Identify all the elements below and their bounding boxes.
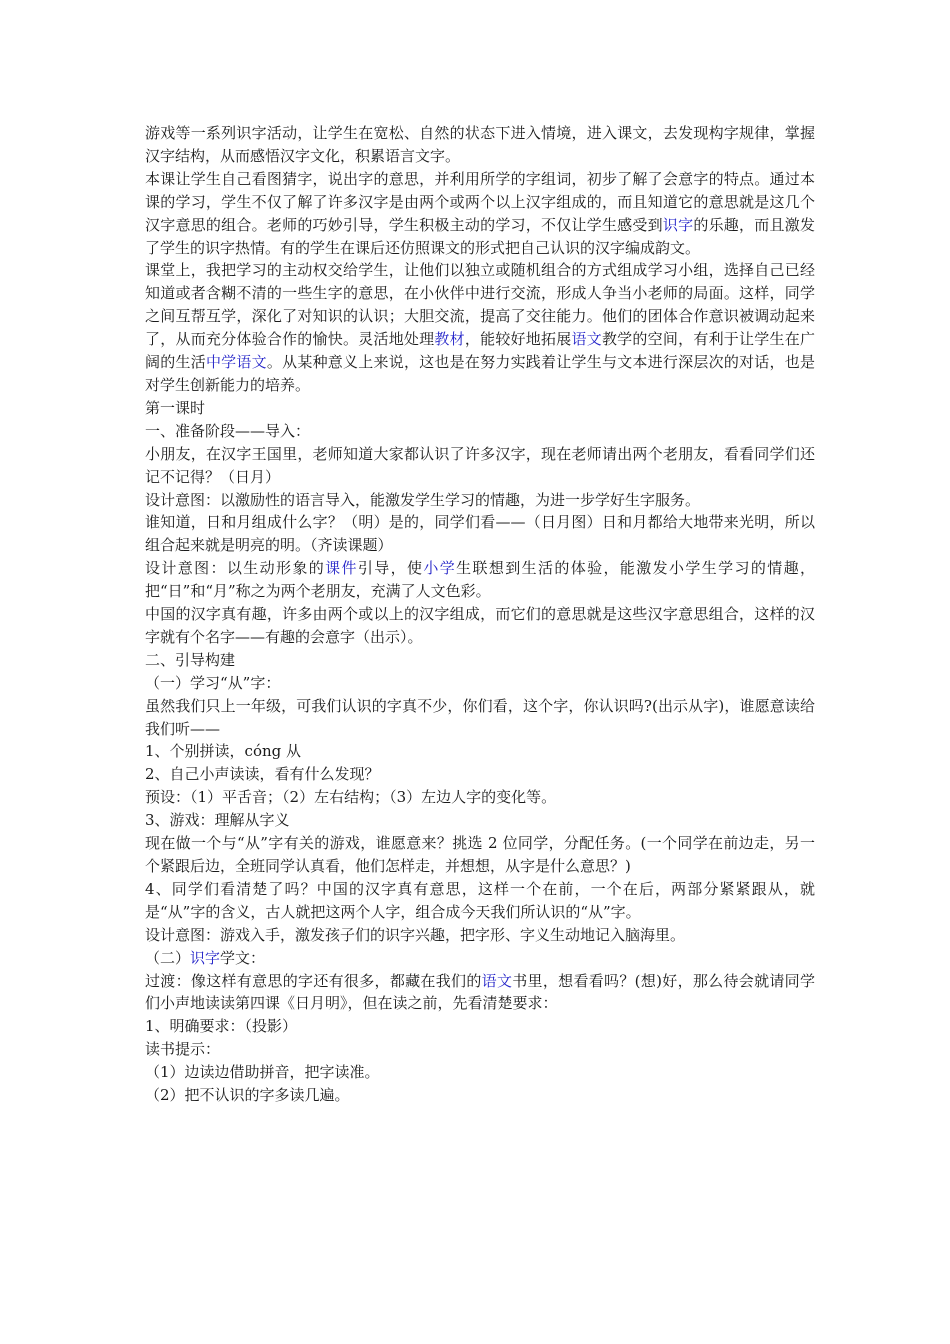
paragraph-text: 4、同学们看清楚了吗？中国的汉字真有意思，这样一个在前，一个在后，两部分紧紧跟从，就是“从”字的含义，古人就把这两个人字，组合成今天我们所认识的“从”字。: [145, 879, 815, 921]
paragraph-text: 引导，使: [357, 559, 424, 578]
paragraph: [145, 603, 815, 649]
paragraph-text: （1）边读边借助拼音，把字读准。: [145, 1063, 380, 1082]
paragraph: [145, 1061, 815, 1084]
paragraph: [145, 420, 815, 443]
paragraph-text: 生联想到生活的体验，能激发小学生学习的情趣，把“日”和“月”称之为两个老朋友，充满了人文色彩。: [145, 559, 815, 601]
inline-link[interactable]: 小学: [423, 559, 457, 578]
paragraph-text: 二、引导构建: [145, 650, 236, 669]
paragraph-text: 预设：（1）平舌音；（2）左右结构；（3）左边人字的变化等。: [145, 788, 557, 807]
paragraph-text: 设计意图：游戏入手，激发孩子们的识字兴趣，把字形、字义生动地记入脑海里。: [145, 925, 686, 944]
paragraph-text: 过渡：像这样有意思的字还有很多，都藏在我们的: [145, 971, 482, 990]
inline-link[interactable]: 语文: [481, 971, 513, 990]
paragraph-text: 小朋友，在汉字王国里，老师知道大家都认识了许多汉字，现在老师请出两个老朋友，看看同学们还记不记得？（日月）: [145, 444, 815, 486]
paragraph-text: （二）: [145, 948, 191, 967]
paragraph-text: 虽然我们只上一年级，可我们认识的字真不少，你们看，这个字，你认识吗?(出示从字)，谁愿意读给我们听——: [145, 696, 815, 738]
paragraph: [145, 763, 815, 786]
paragraph: [145, 947, 815, 970]
paragraph-text: 读书提示：: [145, 1040, 221, 1059]
paragraph: [145, 672, 815, 695]
document-body: [145, 122, 815, 1107]
paragraph: [145, 1015, 815, 1038]
paragraph: [145, 168, 815, 260]
paragraph-text: （一）学习“从”字：: [145, 673, 281, 692]
paragraph-text: 教学的空间，有利于让学生在广阔的生活: [145, 330, 815, 372]
paragraph: [145, 970, 815, 1016]
inline-link[interactable]: 识字: [662, 215, 694, 234]
paragraph: [145, 809, 815, 832]
paragraph-text: 一、准备阶段——导入：: [145, 421, 311, 440]
paragraph-text: 第一课时: [145, 398, 206, 417]
paragraph: [145, 1084, 815, 1107]
paragraph-text: 学文：: [220, 948, 266, 967]
inline-link[interactable]: 识字: [190, 948, 221, 967]
paragraph-text: （2）把不认识的字多读几遍。: [145, 1086, 350, 1105]
paragraph-text: 1、明确要求：（投影）: [145, 1017, 298, 1036]
paragraph-text: 中国的汉字真有趣，许多由两个或以上的汉字组成，而它们的意思就是这些汉字意思组合，这样的汉字就有个名字——有趣的会意字（出示）。: [145, 605, 815, 646]
paragraph-text: 的乐趣，而且激发了学生的识字热情。有的学生在课后还仿照课文的形式把自己认识的汉字编成韵文。: [145, 215, 815, 257]
inline-link[interactable]: 语文: [571, 330, 602, 349]
paragraph: [145, 786, 815, 809]
paragraph-text: 设计意图：以生动形象的: [145, 559, 326, 578]
paragraph: [145, 122, 815, 168]
paragraph: [145, 443, 815, 489]
paragraph: [145, 557, 815, 603]
paragraph-text: 。从某种意义上来说，这也是在努力实践着让学生与文本进行深层次的对话，也是对学生创新能力的培养。: [145, 353, 815, 394]
paragraph: [145, 1038, 815, 1061]
paragraph-text: 1、个别拼读，cóng 从: [145, 742, 302, 761]
paragraph-text: 游戏等一系列识字活动，让学生在宽松、自然的状态下进入情境，进入课文，去发现构字规律，掌握汉字结构，从而感悟汉字文化，积累语言文字。: [145, 124, 815, 165]
inline-link[interactable]: 课件: [325, 559, 358, 578]
paragraph-text: 书里，想看看吗？(想)好，那么待会就请同学们小声地读读第四课《日月明》，但在读之前，先看清楚要求：: [145, 971, 815, 1013]
paragraph-text: ，能较好地拓展: [464, 330, 572, 349]
paragraph: [145, 832, 815, 878]
inline-link[interactable]: 教材: [434, 330, 465, 349]
paragraph-text: 2、自己小声读读，看有什么发现？: [145, 765, 380, 784]
paragraph: [145, 740, 815, 763]
paragraph-text: 本课让学生自己看图猜字，说出字的意思，并利用所学的字组词，初步了解了会意字的特点。通过本课的学习，学生不仅了解了许多汉字是由两个或两个以上汉字组成的，而且知道它的意思就是这几个汉字意思的组合。老师的巧妙引导，学生积极主动的学习，不仅让学生感受到: [145, 169, 815, 234]
paragraph: [145, 259, 815, 396]
paragraph: [145, 397, 815, 420]
paragraph: [145, 511, 815, 557]
paragraph: [145, 649, 815, 672]
paragraph: [145, 695, 815, 741]
paragraph: [145, 489, 815, 512]
paragraph: [145, 924, 815, 947]
paragraph-text: 谁知道，日和月组成什么字？（明）是的，同学们看——（日月图）日和月都给大地带来光明，所以组合起来就是明亮的明。（齐读课题）: [145, 513, 815, 555]
inline-link[interactable]: 中学语文: [205, 353, 267, 372]
paragraph-text: 3、游戏：理解从字义: [145, 811, 290, 830]
paragraph-text: 现在做一个与“从”字有关的游戏，谁愿意来？挑选 2 位同学，分配任务。(一个同学在前边走，另一个紧跟后边，全班同学认真看，他们怎样走，并想想，从字是什么意思？): [145, 834, 815, 875]
paragraph-text: 设计意图：以激励性的语言导入，能激发学生学习的情趣，为进一步学好生字服务。: [145, 490, 701, 509]
paragraph: [145, 878, 815, 924]
paragraph-text: 课堂上，我把学习的主动权交给学生，让他们以独立或随机组合的方式组成学习小组，选择自己已经知道或者含糊不清的一些生字的意思，在小伙伴中进行交流，形成人争当小老师的局面。这样，同学之间互帮互学，深化了对知识的认识；大胆交流，提高了交往能力。他们的团体合作意识被调动起来了，从而充分体验合作的愉快。灵活地处理: [145, 261, 815, 349]
